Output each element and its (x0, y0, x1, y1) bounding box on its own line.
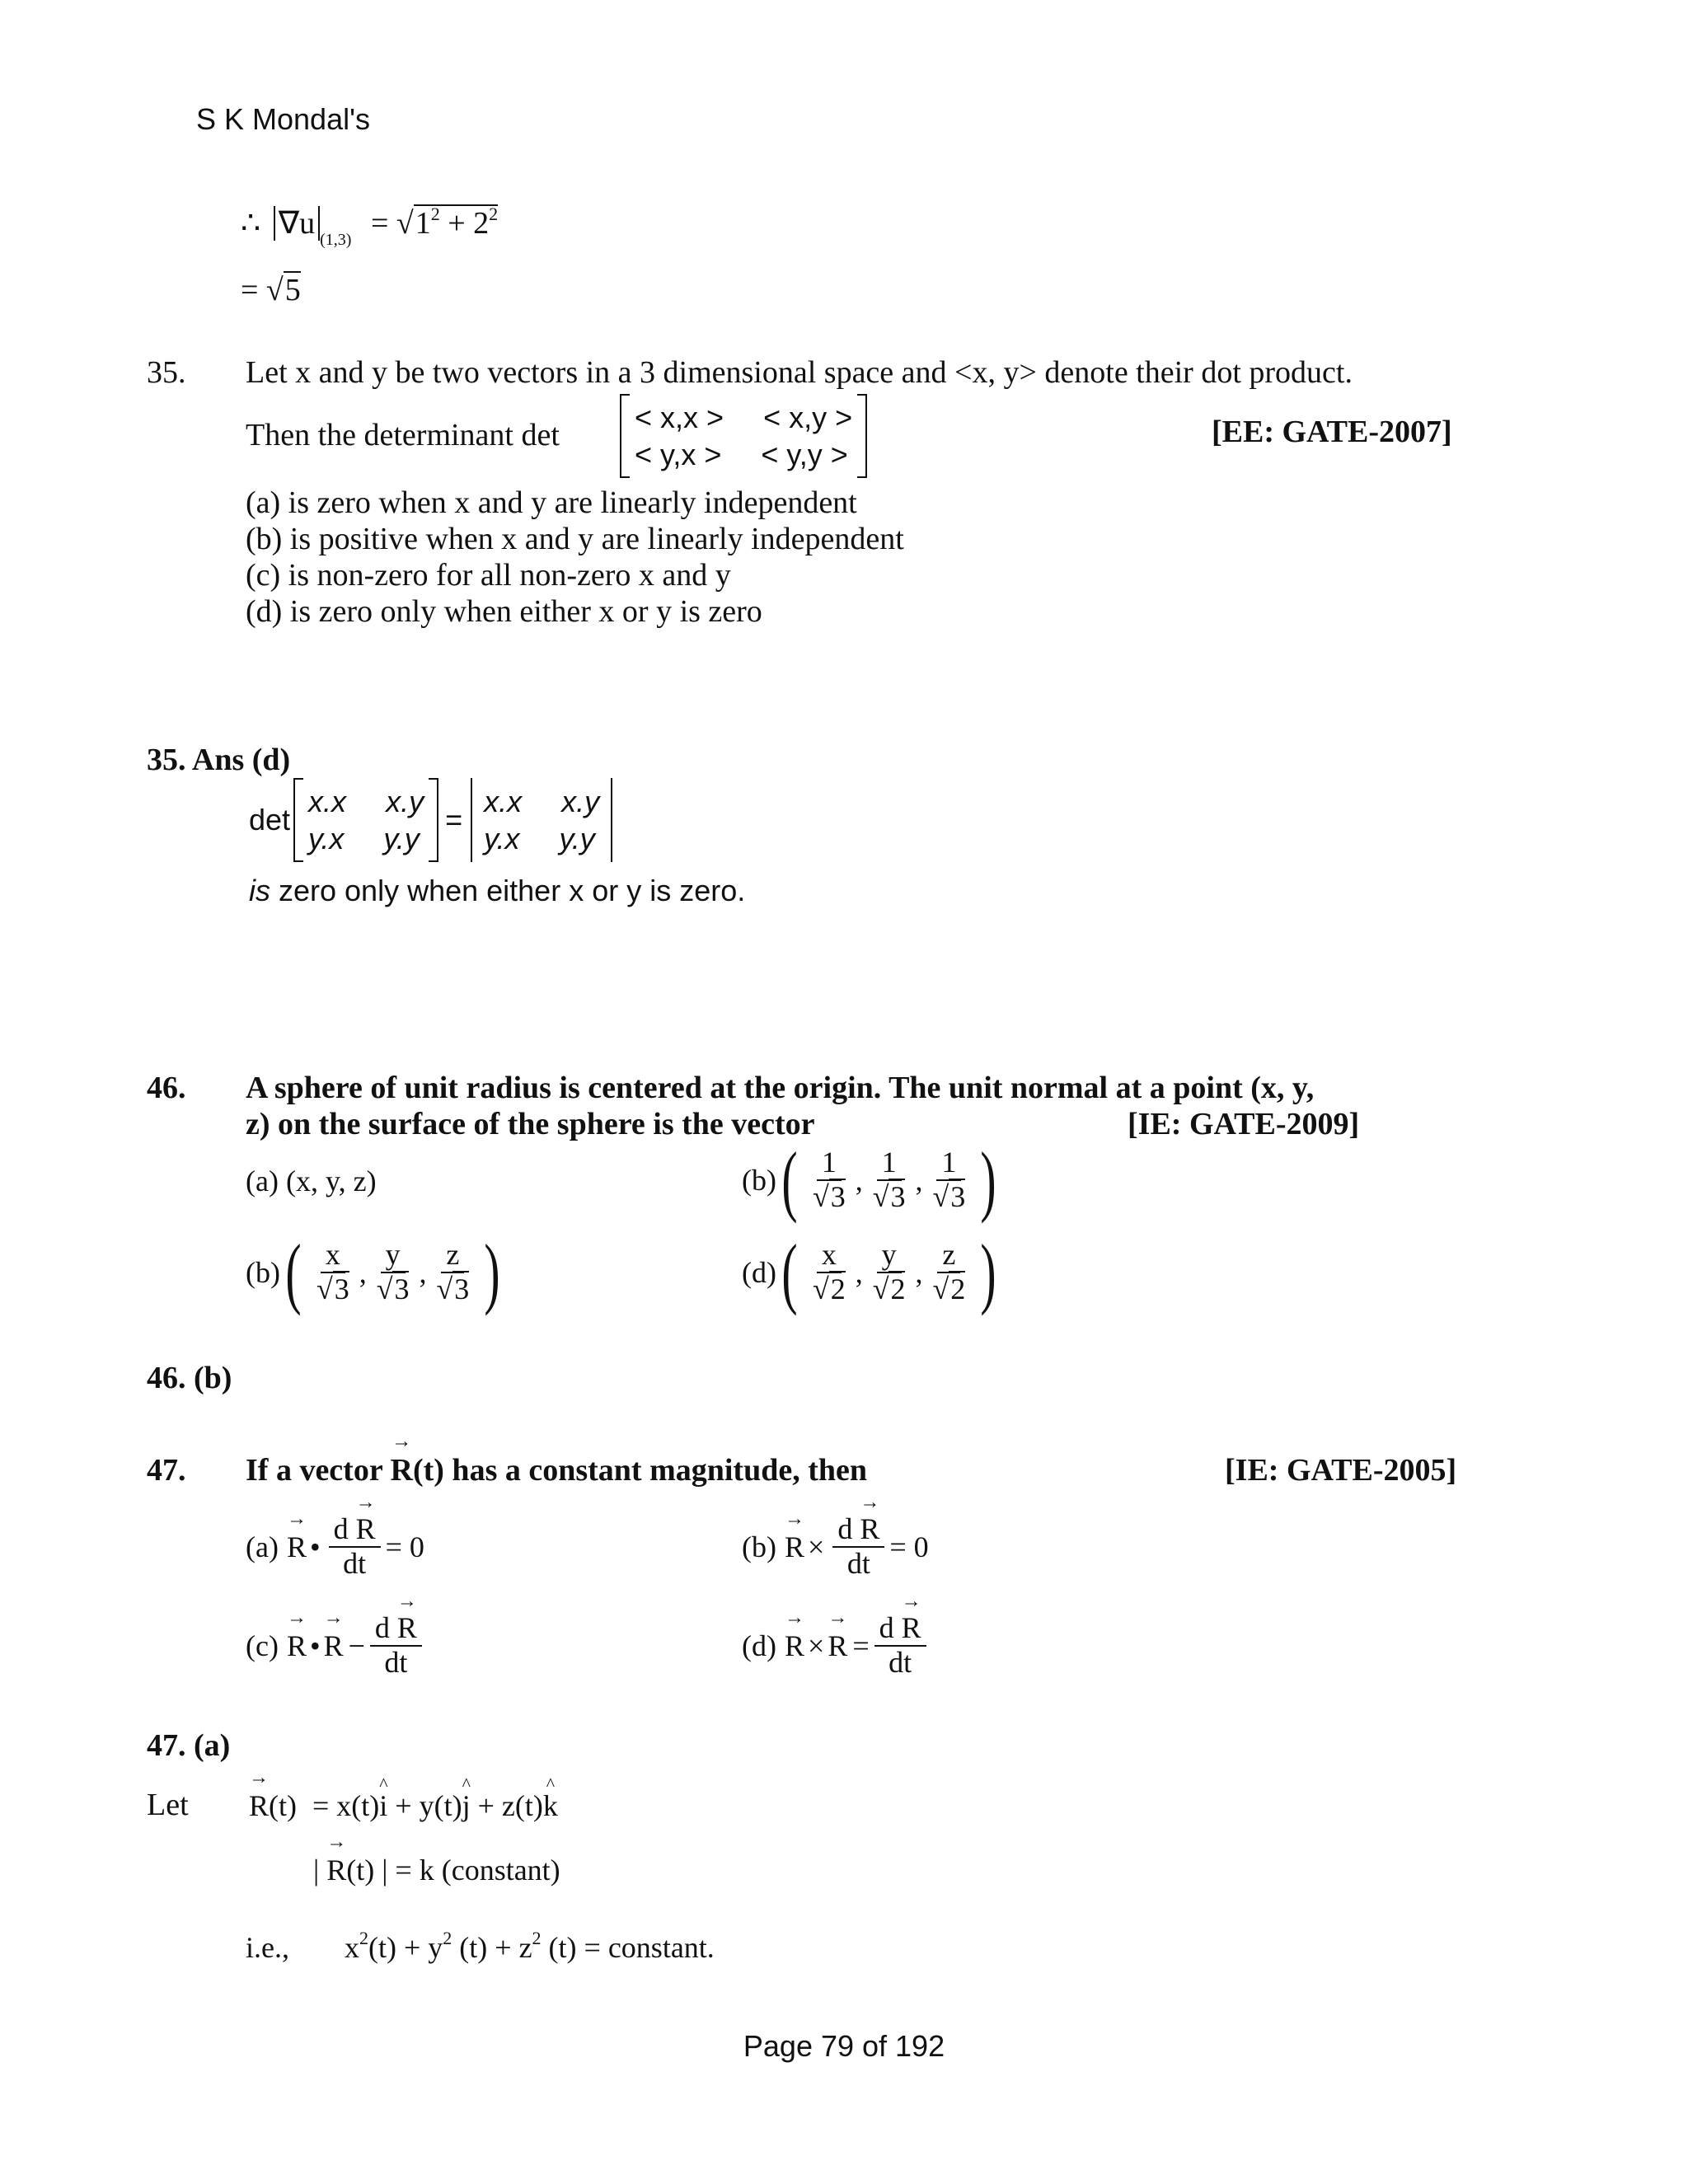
q46-text-line2: z) on the surface of the sphere is the vector (246, 1107, 815, 1141)
grad-radicand: $1^2 + 2^2$ (415, 204, 499, 241)
grad-line-2: = √5 (241, 273, 301, 307)
right-paren: ) (980, 1228, 996, 1316)
q47-number: 47. (147, 1453, 186, 1488)
page-number: Page 79 of 192 (743, 2029, 945, 2063)
grad-line-1 (241, 204, 499, 249)
therefore-symbol: ∴ (241, 206, 261, 241)
a35-equation: det x.x x.y y.x y.y = x.x x.y y.x y.y (249, 778, 614, 862)
matrix-cell: < y,y > (761, 438, 848, 471)
a35-matrix-determinant: x.x x.y y.x y.y (469, 778, 614, 862)
a47-line3: $x^2(t) + y^2$ $(t) + z^2$ (t) = constant. (345, 1928, 715, 1964)
q47-option-b: (b) → R × $\frac{d \to R}{dt}$ = 0 (742, 1513, 929, 1580)
matrix-cell: < x,x > (635, 401, 724, 434)
a35-matrix-brackets: x.x x.y y.x y.y (293, 778, 438, 862)
q35-options (246, 485, 904, 630)
a47-line2: | → R(t) | = k (constant) (313, 1853, 560, 1887)
grad-eq: = √ (370, 206, 414, 241)
right-paren: ) (980, 1136, 996, 1224)
q46-option-b1: (b) ( $\frac{1}{√3}$ , $\frac{1}{√3}$ , $\frac{1}{√3}$ ) (742, 1136, 996, 1224)
q35-text: Let x and y be two vectors in a 3 dimensional space and <x, y> denote their dot product. (246, 355, 1353, 390)
q47-source: [IE: GATE-2005] (1225, 1453, 1457, 1488)
matrix-cell: < y,x > (635, 438, 722, 471)
det-label: det (249, 803, 291, 837)
q46-source: [IE: GATE-2009] (1128, 1107, 1360, 1141)
q35-matrix (620, 394, 867, 478)
a46-heading: 46. (b) (147, 1361, 232, 1395)
grad-result-value: 5 (284, 273, 301, 307)
vector-r: → R (391, 1452, 413, 1488)
a47-ie: i.e., (246, 1931, 289, 1964)
a35-conclusion: is zero only when either x or y is zero. (249, 874, 746, 907)
grad-subscript: (1,3) (320, 231, 352, 249)
a35-heading: 35. Ans (d) (147, 743, 291, 777)
q46-option-b2: (b) ( $\frac{x}{√3}$ , $\frac{y}{√3}$ , $\frac{z}{√3}$ ) (246, 1228, 500, 1316)
q47-option-a: (a) → R • $\frac{d \to R}{dt}$ = 0 (246, 1513, 424, 1580)
option-a: (a) is zero when x and y are linearly independent (246, 485, 857, 520)
q46-text-line1: A sphere of unit radius is centered at the origin. The unit normal at a point (x, y, (246, 1071, 1315, 1105)
left-paren: ( (781, 1136, 798, 1224)
right-paren: ) (484, 1228, 500, 1316)
grad-magnitude: ∇u (274, 206, 320, 241)
q46-option-d: (d) ( $\frac{x}{√2}$ , $\frac{y}{√2}$ , $\frac{z}{√2}$ ) (742, 1228, 996, 1316)
header-author: S K Mondal's (196, 102, 370, 136)
q46-number: 46. (147, 1071, 186, 1105)
q47-option-d: (d) → R × → R = $\frac{d \to R}{dt}$ (742, 1612, 931, 1679)
a47-let: Let (147, 1788, 189, 1822)
option-d: (d) is zero only when either x or y is zero (246, 594, 762, 629)
q35-det-prefix: Then the determinant det (246, 418, 560, 452)
q47-text: If a vector → R(t) has a constant magnitude, then (246, 1452, 867, 1488)
a47-heading: 47. (a) (147, 1728, 231, 1763)
left-paren: ( (781, 1228, 798, 1316)
q46-option-a: (a) (x, y, z) (246, 1165, 377, 1197)
option-b: (b) is positive when x and y are linearly independent (246, 522, 904, 556)
q35-number: 35. (147, 355, 186, 390)
q35-source: [EE: GATE-2007] (1212, 415, 1452, 449)
a47-line1: → R(t) = x(t)^ i + y(t)^ j + z(t)^ k (249, 1788, 558, 1823)
q47-option-c: (c) → R • → R − $\frac{d \to R}{dt}$ (246, 1612, 427, 1679)
matrix-cell: < x,y > (763, 401, 853, 434)
option-c: (c) is non-zero for all non-zero x and y (246, 558, 731, 593)
left-paren: ( (285, 1228, 302, 1316)
